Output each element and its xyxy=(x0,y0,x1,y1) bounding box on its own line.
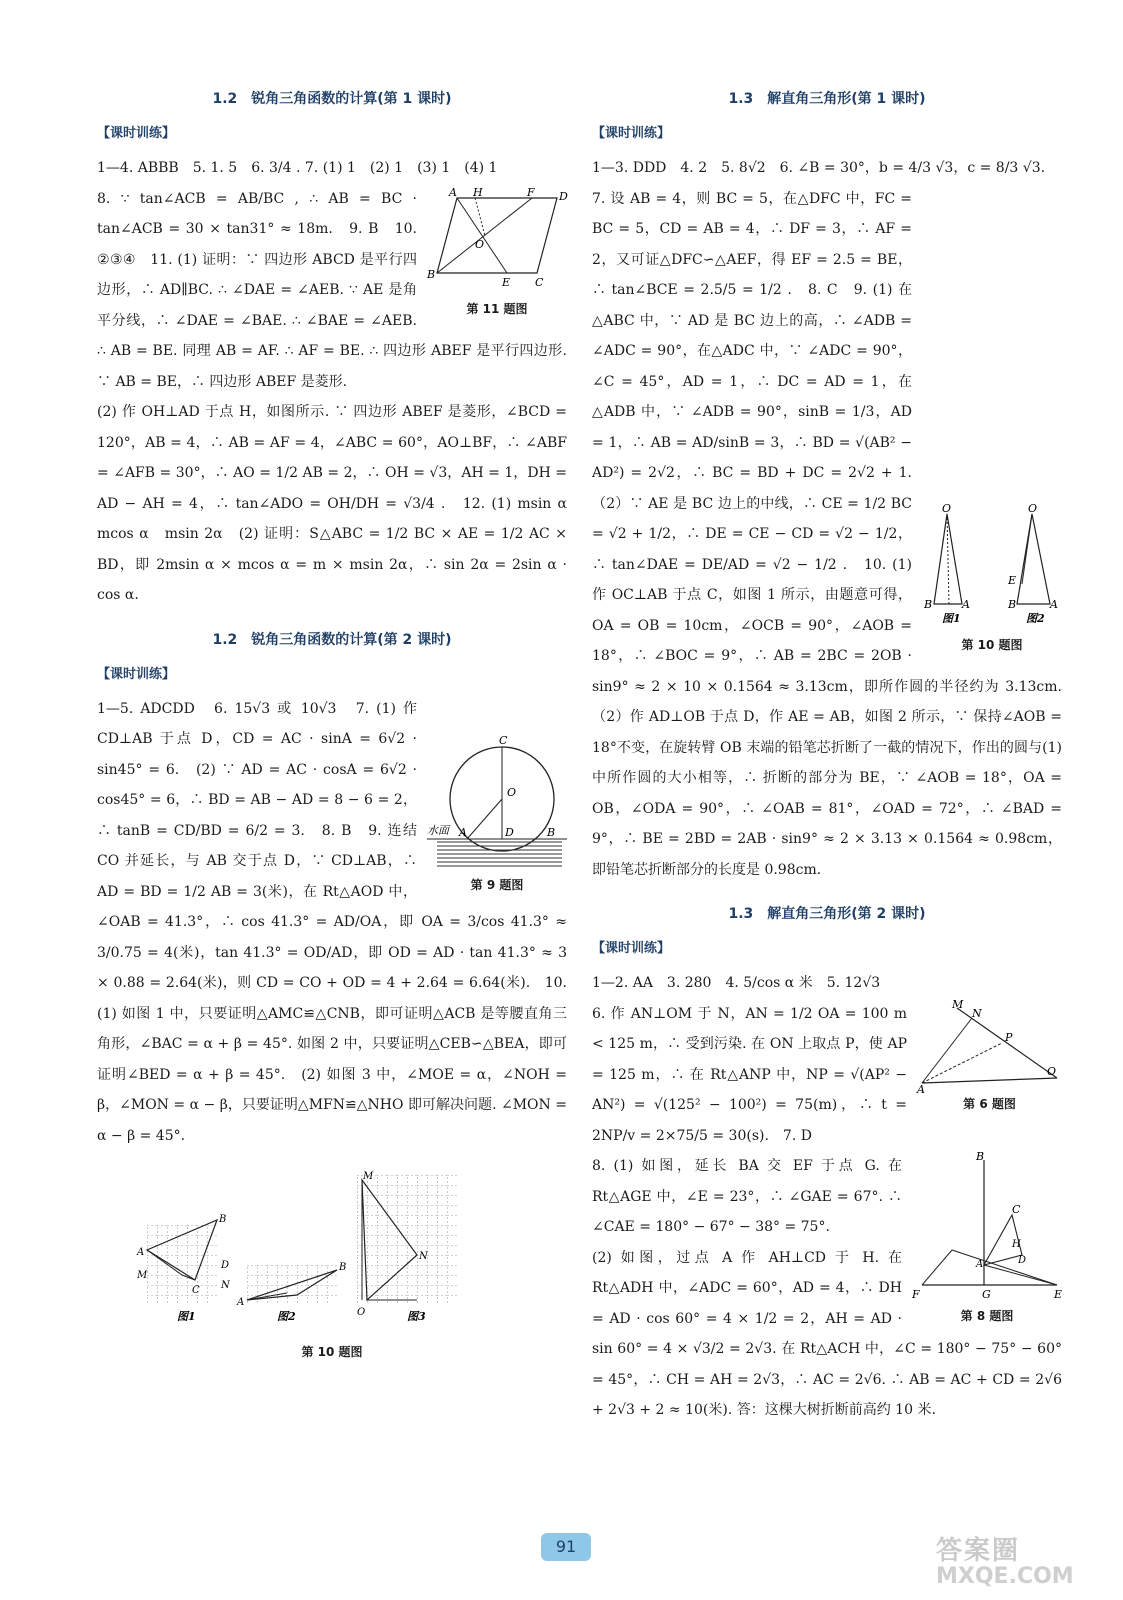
answer-text: 1—3. DDD 4. 2 5. 8√2 6. ∠B = 30°，b = 4/3 √3，c = 8/3 √3. xyxy=(592,160,1046,176)
section-tag: 【课时训练】 xyxy=(592,941,671,956)
circle-water-diagram xyxy=(427,733,567,874)
svg-text:A: A xyxy=(137,1247,145,1258)
svg-text:B: B xyxy=(339,1262,347,1273)
answer-text: 7. 设 AB = 4，则 BC = 5，在△DFC 中，FC = BC = 5，CD = AB = 4，∴ DF = 3，∴ AF = 2，又可证△DFC∽△AEF，得 EF = 2.5 = BE，∴ tan∠BCE = 2.5/5 = 1/2 . 8. C 9. (1) 在△ABC 中，∵ AD 是 BC 边上的高，∴ ∠ADB = ∠ADC = 90°，在△ADC 中，∵ ∠ADC = 90°，∠C = 45°，AD = 1，∴ DC = AD = 1，在△ADB 中，∵ ∠ADB = 90°，sinB = 1/3，AD = 1，∴ AB = AD/sinB = 3，∴ BD = √(AB² − AD²) = 2√2，∴ BC = BD + DC = 2√2 + 1.（2）∵ AE 是 BC 边上的中线，∴ CE = 1/2 BC = √2 + 1/2，∴ DE = CE − CD = √2 − 1/2，∴ tan∠DAE = DE/AD = √2 − 1/2 . 10. (1) 作 OC⊥AB 于点 C，如图 1 所示，由题意可得，OA = OB = 10cm，∠OCB = 90°，∠AOB = 18°，∴ ∠BOC = 9°，∴ AB = 2BC = 2OB · sin9° ≈ 2 × 10 × 0.1564 ≈ 3.13cm，即所作圆的半径约为 3.13cm.（2）作 AD⊥OB 于点 D，作 AE = AB，如图 2 所示，∵ 保持∠AOB = 18°不变，在旋转臂 OB 末端的铅笔芯折断了一截的情况下，作出的圆与(1)中所作圆的大小相等，∴ 折断的部分为 BE，∵ ∠AOB = 18°，OA = OB，∠ODA = 90°，∴ ∠OAB = 81°，∠OAD = 72°，∴ ∠BAD = 9°，∴ BE = 2BD = 2AB · sin9° ≈ 2 × 3.13 × 0.1564 ≈ 0.98cm，即铅笔芯折断部分的长度是 0.98cm. xyxy=(592,190,1062,878)
figure-10-right xyxy=(922,501,1062,653)
svg-text:A: A xyxy=(459,825,467,839)
svg-text:D: D xyxy=(559,189,568,203)
angle-diagram xyxy=(917,997,1062,1096)
svg-text:F: F xyxy=(527,185,535,199)
figure-caption: 第 10 题图 xyxy=(961,637,1023,652)
right-column xyxy=(592,88,1062,1426)
svg-text:A: A xyxy=(1050,597,1058,611)
svg-text:E: E xyxy=(1054,1288,1063,1301)
svg-text:A: A xyxy=(962,597,970,611)
svg-text:D: D xyxy=(1018,1255,1027,1266)
svg-text:O: O xyxy=(357,1307,366,1318)
water-label: 水面 xyxy=(427,823,449,837)
figure-caption: 第 6 题图 xyxy=(963,1096,1016,1111)
figure-caption: 第 11 题图 xyxy=(466,301,528,316)
fig-label: 图1 xyxy=(942,611,961,625)
svg-text:A: A xyxy=(449,185,457,199)
svg-text:O: O xyxy=(1047,1064,1057,1078)
section-title: 1.2 锐角三角函数的计算(第 1 课时) xyxy=(212,91,452,107)
answer-text: 1—4. ABBB 5. 1. 5 6. 3/4 . 7. (1) 1 (2) 1 (3) 1 (4) 1 xyxy=(97,160,498,176)
svg-text:A: A xyxy=(237,1297,245,1308)
tree-triangle-diagram xyxy=(912,1150,1063,1305)
svg-text:O: O xyxy=(507,785,517,799)
svg-text:D: D xyxy=(505,825,514,839)
fig-label: 图2 xyxy=(277,1310,296,1323)
svg-text:O: O xyxy=(942,501,952,515)
figure-caption: 第 10 题图 xyxy=(301,1345,363,1359)
svg-text:C: C xyxy=(499,733,508,747)
svg-text:C: C xyxy=(192,1285,200,1296)
svg-text:B: B xyxy=(547,825,556,839)
svg-text:N: N xyxy=(419,1251,428,1262)
svg-text:H: H xyxy=(473,185,483,199)
grid-triangle-diagrams xyxy=(137,1171,527,1325)
answer-text: 8. (1) 如图，延长 BA 交 EF 于点 G. 在 Rt△AGE 中，∠E = 23°，∴ ∠GAE = 67°. ∴ ∠CAE = 180° − 67° − 38° = 75°. xyxy=(592,1158,902,1235)
answer-text: (2) 如图，过点 A 作 AH⊥CD 于 H. 在 Rt△ADH 中，∠ADC = 60°，AD = 4，∴ DH = AD · cos 60° = 4 × 1/2 = 2，AH = AD · sin 60° = 4 × √3/2 = 2√3. 在 Rt△ACH 中，∠C = 180° − 75° − 60° = 45°，∴ CH = AH = 2√3，∴ AC = 2√6. ∴ AB = AC + CD = 2√6 + 2√3 + 2 ≈ 10(米). 答：这棵大树折断前高约 10 米. xyxy=(592,1249,1062,1418)
figure-caption: 第 9 题图 xyxy=(470,877,524,892)
svg-text:E: E xyxy=(1008,573,1017,587)
compass-diagrams xyxy=(922,501,1062,634)
section-tag: 【课时训练】 xyxy=(592,126,671,141)
svg-text:O: O xyxy=(475,237,485,251)
svg-text:B: B xyxy=(976,1150,985,1163)
svg-text:N: N xyxy=(972,1006,982,1020)
svg-text:G: G xyxy=(982,1288,991,1301)
svg-text:C: C xyxy=(535,275,544,289)
fig-label: 图1 xyxy=(177,1310,196,1323)
svg-text:D: D xyxy=(221,1260,230,1271)
svg-text:O: O xyxy=(1028,501,1038,515)
svg-text:B: B xyxy=(1008,597,1017,611)
watermark-url: MXQE.COM xyxy=(936,1564,1074,1589)
svg-text:M: M xyxy=(952,997,964,1011)
answer-text: 1—2. AA 3. 280 4. 5/cos α 米 5. 12√3 xyxy=(592,975,881,991)
svg-text:C: C xyxy=(1012,1203,1021,1216)
svg-text:E: E xyxy=(502,275,511,289)
answer-text: 6. 作 AN⊥OM 于 N，AN = 1/2 OA = 100 m < 125 m，∴ 受到污染. 在 ON 上取点 P，使 AP = 125 m，∴ 在 Rt△ANP 中，NP = √(AP² − AN²) = √(125² − 100²) = 75(m)，∴ t = 2NP/v = 2×75/5 = 30(s). 7. D xyxy=(592,1005,907,1144)
figure-11 xyxy=(427,185,568,317)
section-tag: 【课时训练】 xyxy=(97,126,176,141)
answer-text: 8. ∵ tan∠ACB = AB/BC , ∴ AB = BC · tan∠ACB = 30 × tan31° ≈ 18m. 9. B 10. ②③④ 11. (1) 证明：∵ 四边形 ABCD 是平行四边形，∴ AD∥BC. ∴ ∠DAE = ∠AEB. ∵ AE 是角平分线，∴ ∠DAE = ∠BAE. ∴ ∠BAE = ∠AEB. ∴ AB = BE. 同理 AB = AF. ∴ AF = BE. ∴ 四边形 ABEF 是平行四边形. ∵ AB = BE，∴ 四边形 ABEF 是菱形. xyxy=(97,190,567,390)
fig-label: 图2 xyxy=(1026,611,1045,625)
svg-text:M: M xyxy=(137,1270,148,1281)
left-column xyxy=(97,88,581,1360)
svg-text:H: H xyxy=(1012,1239,1021,1250)
svg-text:B: B xyxy=(924,597,933,611)
page-number: 91 xyxy=(541,1533,591,1561)
svg-text:A: A xyxy=(917,1082,925,1096)
svg-text:F: F xyxy=(912,1288,920,1301)
parallelogram-diagram xyxy=(427,185,568,298)
figure-6 xyxy=(917,997,1062,1112)
answer-text: 1—5. ADCDD 6. 15√3 或 10√3 7. (1) 作 CD⊥AB 于点 D，CD = AC · sinA = 6√2 · sin45° = 6. (2) ∵ AD = AC · cosA = 6√2 · cos45° = 6，∴ BD = AB − AD = 8 − 6 = 2，∴ tanB = CD/BD = 6/2 = 3. 8. B 9. 连结 CO 并延长，与 AB 交于点 D，∵ CD⊥AB，∴ AD = BD = 1/2 AB = 3(米)，在 Rt△AOD 中，∠OAB = 41.3°，∴ cos 41.3° = AD/OA，即 OA = 3/cos 41.3° ≈ 3/0.75 = 4(米)，tan 41.3° = OD/AD，即 OD = AD · tan 41.3° ≈ 3 × 0.88 = 2.64(米)，则 CD = CO + OD = 4 + 2.64 = 6.64(米). 10. (1) 如图 1 中，只要证明△AMC≌△CNB，即可证明△ACB 是等腰直角三角形，∠BAC = α + β = 45°. 如图 2 中，只要证明△CEB∽△BEA，即可证明∠BED = α + β = 45°. (2) 如图 3 中，∠MOE = α，∠NOH = β，∠MON = α − β，只要证明△MFN≌△NHO 即可解决问题. ∠MON = α − β = 45°. xyxy=(97,700,567,1144)
svg-text:M: M xyxy=(363,1171,374,1182)
svg-text:B: B xyxy=(219,1214,227,1225)
svg-text:B: B xyxy=(427,267,436,281)
figure-caption: 第 8 题图 xyxy=(960,1309,1014,1323)
section-tag: 【课时训练】 xyxy=(97,666,176,682)
figure-9 xyxy=(427,733,567,893)
svg-text:A: A xyxy=(976,1259,984,1270)
fig-label: 图3 xyxy=(407,1310,426,1323)
watermark-mark: 答案圈 xyxy=(936,1536,1021,1566)
answer-text: (2) 作 OH⊥AD 于点 H，如图所示. ∵ 四边形 ABEF 是菱形，∠BCD = 120°，AB = 4，∴ AB = AF = 4，∠ABC = 60°，AO⊥BF，∴ ∠ABF = ∠AFB = 30°，∴ AO = 1/2 AB = 2，∴ OH = √3，AH = 1，DH = AD − AH = 4，∴ tan∠ADO = OH/DH = √3/4 . 12. (1) msin α mcos α msin 2α (2) 证明：S△ABC = 1/2 BC × AE = 1/2 AC × BD，即 2msin α × mcos α = m × msin 2α，∴ sin 2α = 2sin α · cos α. xyxy=(97,404,581,603)
svg-text:P: P xyxy=(1005,1030,1013,1044)
section-title: 1.3 解直角三角形(第 2 课时) xyxy=(728,906,926,922)
watermark xyxy=(928,1530,1118,1595)
section-title: 1.2 锐角三角函数的计算(第 2 课时) xyxy=(212,631,452,648)
figure-8 xyxy=(912,1150,1063,1324)
section-title: 1.3 解直角三角形(第 1 课时) xyxy=(728,91,926,107)
figure-10-left xyxy=(97,1171,567,1360)
svg-text:N: N xyxy=(221,1280,230,1291)
